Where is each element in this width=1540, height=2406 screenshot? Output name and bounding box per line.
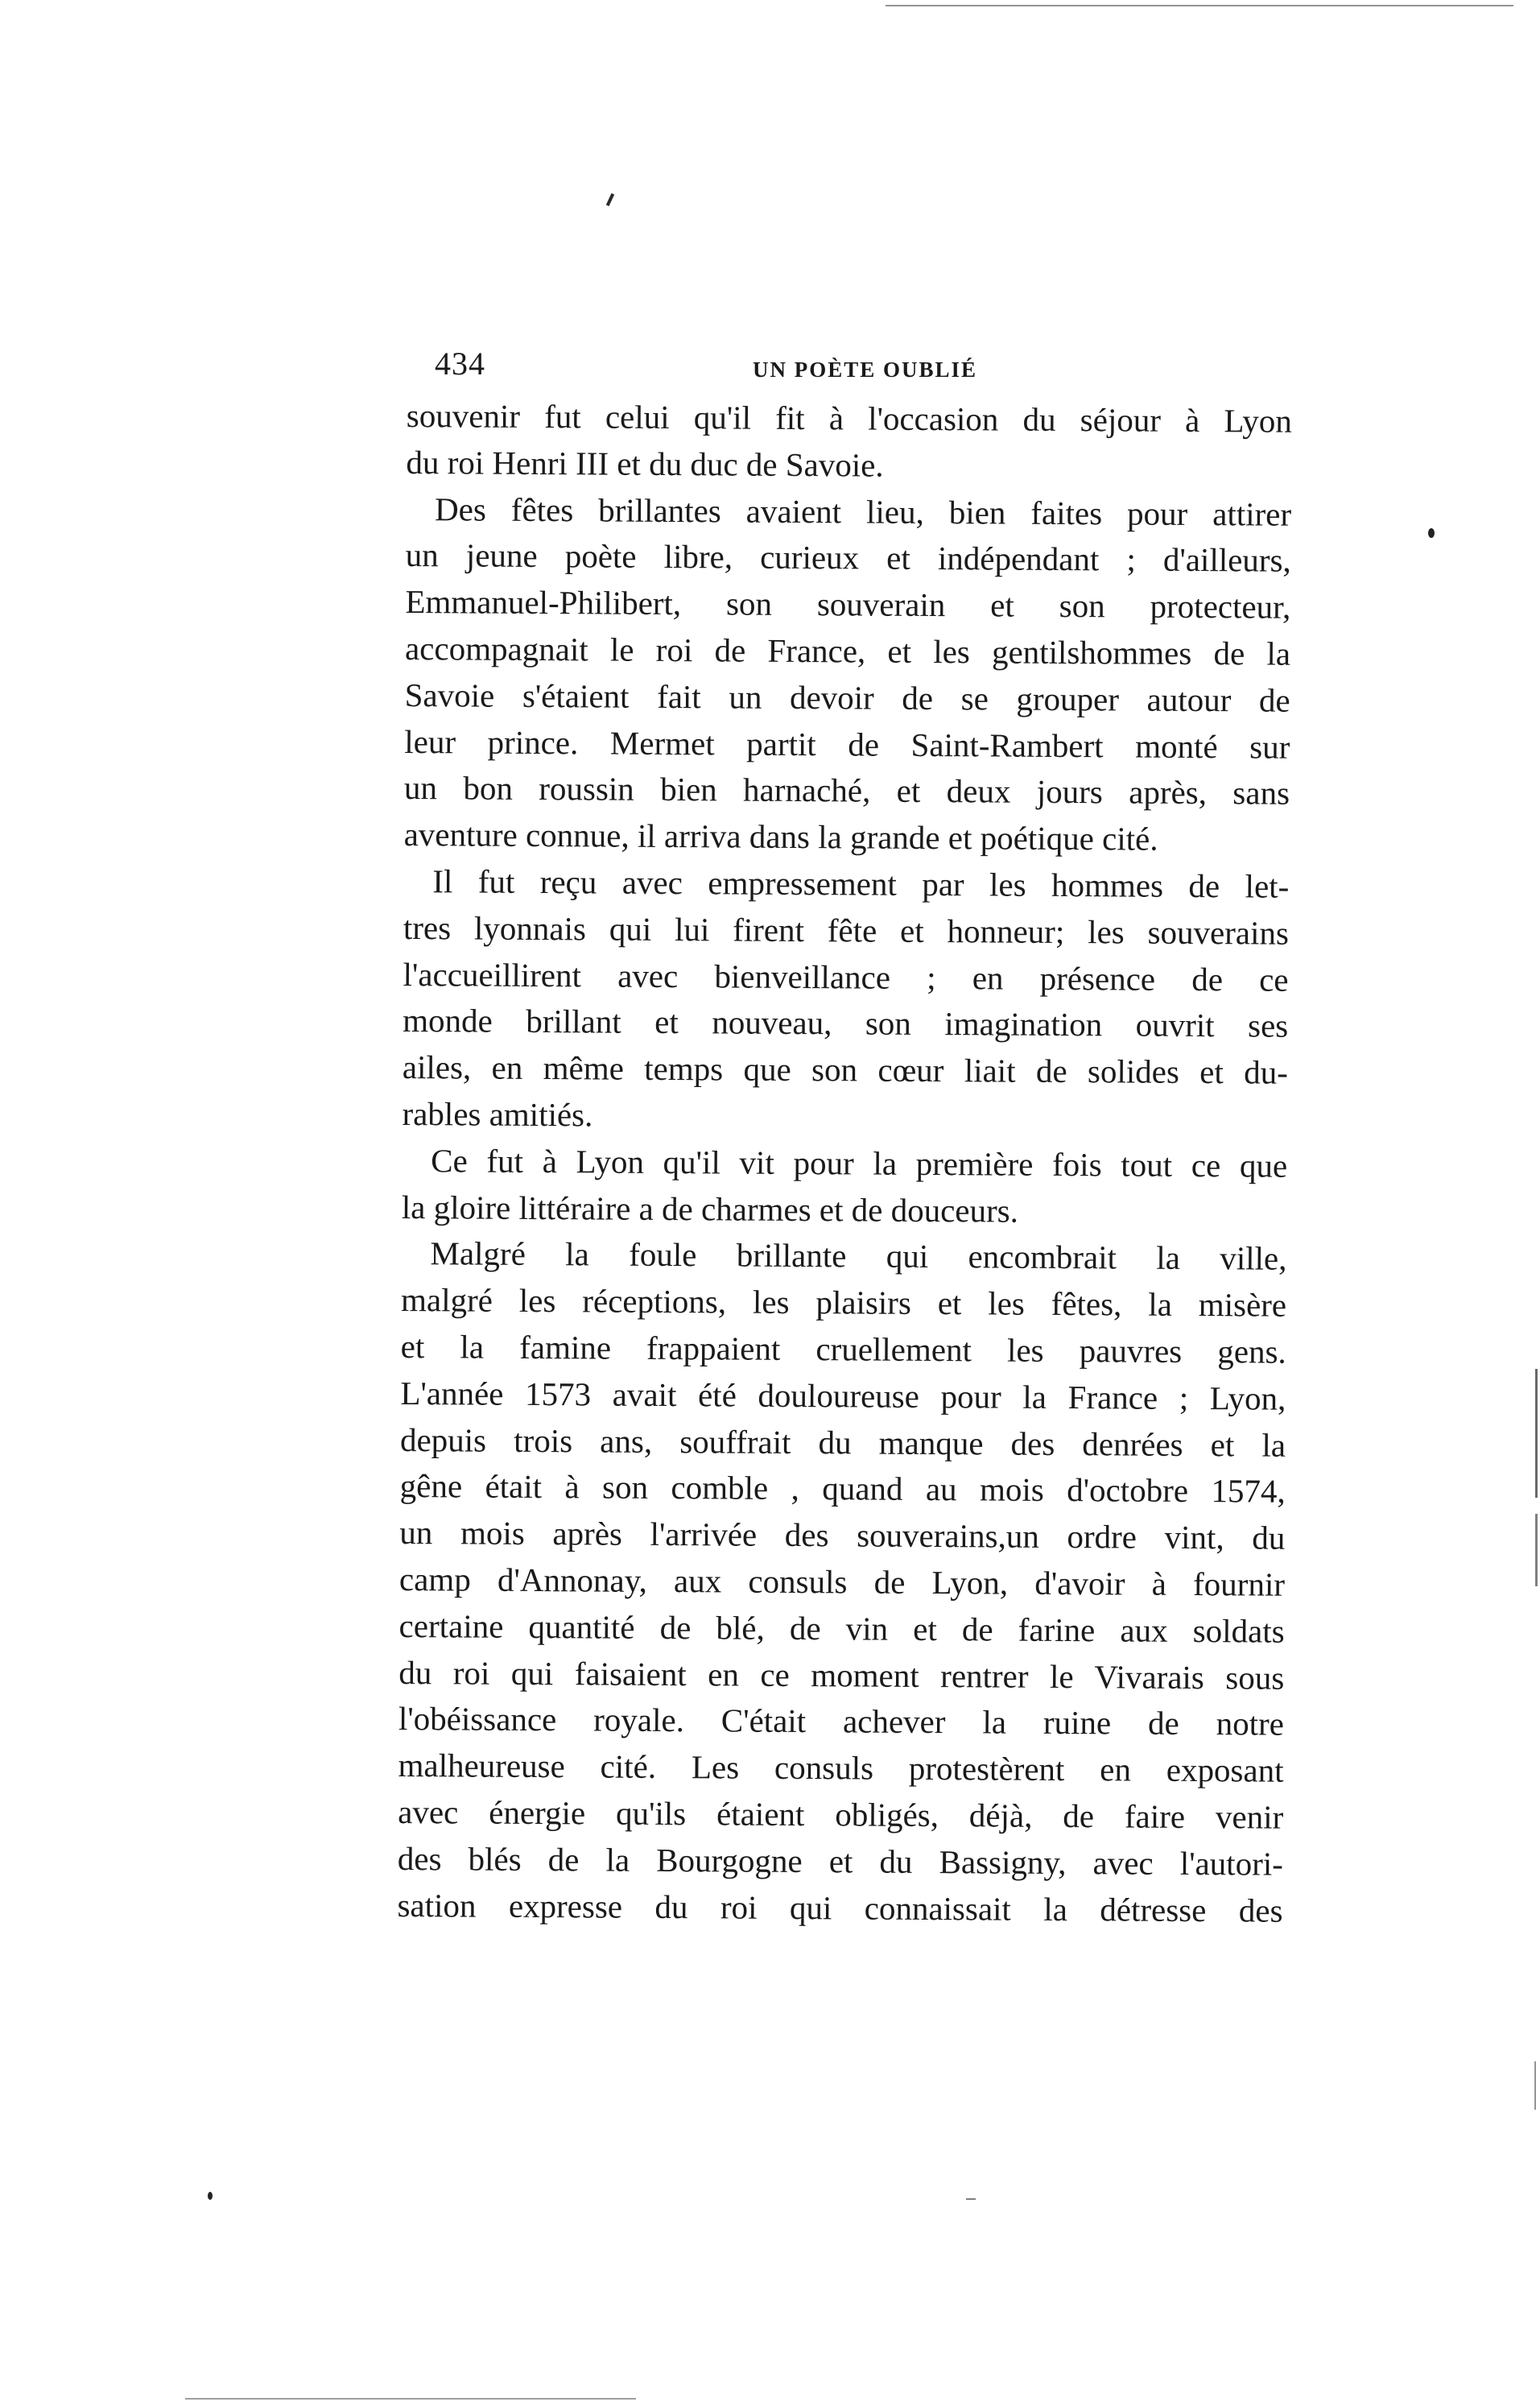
text-line: un jeune poète libre, curieux et indépendant ; d'ailleurs, bbox=[405, 536, 1291, 580]
scan-speck-bottom-left bbox=[208, 2192, 213, 2200]
text-line: Il fut reçu avec empressement par les hommes de let- bbox=[432, 862, 1290, 905]
text-line: Ce fut à Lyon qu'il vit pour la première fois tout ce que bbox=[431, 1141, 1288, 1184]
text-line: un bon roussin bien harnaché, et deux jours après, sans bbox=[403, 769, 1290, 812]
scan-edge-line-right-3 bbox=[1534, 2061, 1536, 2110]
text-line: tres lyonnais qui lui firent fête et honneur; les souverains bbox=[403, 908, 1290, 952]
scan-edge-line-bottom bbox=[185, 2398, 636, 2400]
text-line: un mois après l'arrivée des souverains,un ordre vint, du bbox=[399, 1514, 1286, 1556]
scan-edge-line-top bbox=[886, 5, 1513, 6]
text-line: des blés de la Bourgogne et du Bassigny, avec l'autori- bbox=[397, 1839, 1284, 1883]
text-line: malheureuse cité. Les consuls protestèrent en exposant bbox=[398, 1747, 1284, 1789]
text-line: rables amitiés. bbox=[402, 1094, 593, 1134]
text-line: la gloire littéraire a de charmes et de douceurs. bbox=[401, 1188, 1019, 1230]
scan-edge-line-right-2 bbox=[1535, 1514, 1538, 1586]
text-line: sation expresse du roi qui connaissait la détresse des bbox=[397, 1886, 1283, 1929]
text-line: accompagnait le roi de France, et les gentilshommes de la bbox=[404, 629, 1291, 672]
text-line: aventure connue, il arriva dans la grande et poétique cité. bbox=[403, 816, 1158, 858]
scan-edge-line-right-1 bbox=[1535, 1369, 1538, 1498]
text-line: Emmanuel-Philibert, son souverain et son protecteur, bbox=[405, 583, 1291, 626]
text-line: du roi qui faisaient en ce moment rentrer le Vivarais sous bbox=[398, 1653, 1285, 1697]
text-line: l'accueillirent avec bienveillance ; en présence de ce bbox=[403, 955, 1289, 998]
text-line: souvenir fut celui qu'il fit à l'occasion du séjour à Lyon bbox=[406, 396, 1292, 440]
text-line: ailes, en même temps que son cœur liait de solides et du- bbox=[402, 1048, 1289, 1091]
text-line: L'année 1573 avait été douloureuse pour la France ; Lyon, bbox=[400, 1374, 1286, 1417]
text-line: Savoie s'étaient fait un devoir de se grouper autour de bbox=[404, 676, 1290, 719]
text-line: Malgré la foule brillante qui encombrait la ville, bbox=[430, 1234, 1287, 1278]
text-line: Des fêtes brillantes avaient lieu, bien faites pour attirer bbox=[434, 490, 1292, 533]
body-text bbox=[397, 393, 1292, 1934]
scan-dash-bottom bbox=[966, 2198, 976, 2200]
page-header bbox=[435, 345, 1304, 393]
text-line: malgré les réceptions, les plaisirs et les fêtes, la misère bbox=[400, 1281, 1287, 1324]
text-line: certaine quantité de blé, de vin et de farine aux soldats bbox=[398, 1606, 1285, 1650]
text-line: monde brillant et nouveau, son imagination ouvrit ses bbox=[403, 1002, 1289, 1045]
text-line: camp d'Annonay, aux consuls de Lyon, d'avoir à fournir bbox=[398, 1560, 1286, 1603]
text-line: du roi Henri III et du duc de Savoie. bbox=[406, 443, 884, 484]
text-line: et la famine frappaient cruellement les pauvres gens. bbox=[400, 1327, 1286, 1370]
running-title: UN POÈTE OUBLIÉ bbox=[753, 358, 978, 382]
page-number: 434 bbox=[435, 345, 485, 382]
text-line: avec énergie qu'ils étaient obligés, déjà, de faire venir bbox=[398, 1792, 1284, 1836]
scan-tick-mark bbox=[606, 193, 614, 206]
text-line: leur prince. Mermet partit de Saint-Rambert monté sur bbox=[404, 722, 1290, 766]
text-line: gêne était à son comble , quand au mois d'octobre 1574, bbox=[399, 1467, 1286, 1511]
text-line: l'obéissance royale. C'était achever la ruine de notre bbox=[398, 1700, 1285, 1743]
text-line: depuis trois ans, souffrait du manque des denrées et la bbox=[399, 1420, 1286, 1464]
scan-speck-right bbox=[1428, 528, 1435, 538]
